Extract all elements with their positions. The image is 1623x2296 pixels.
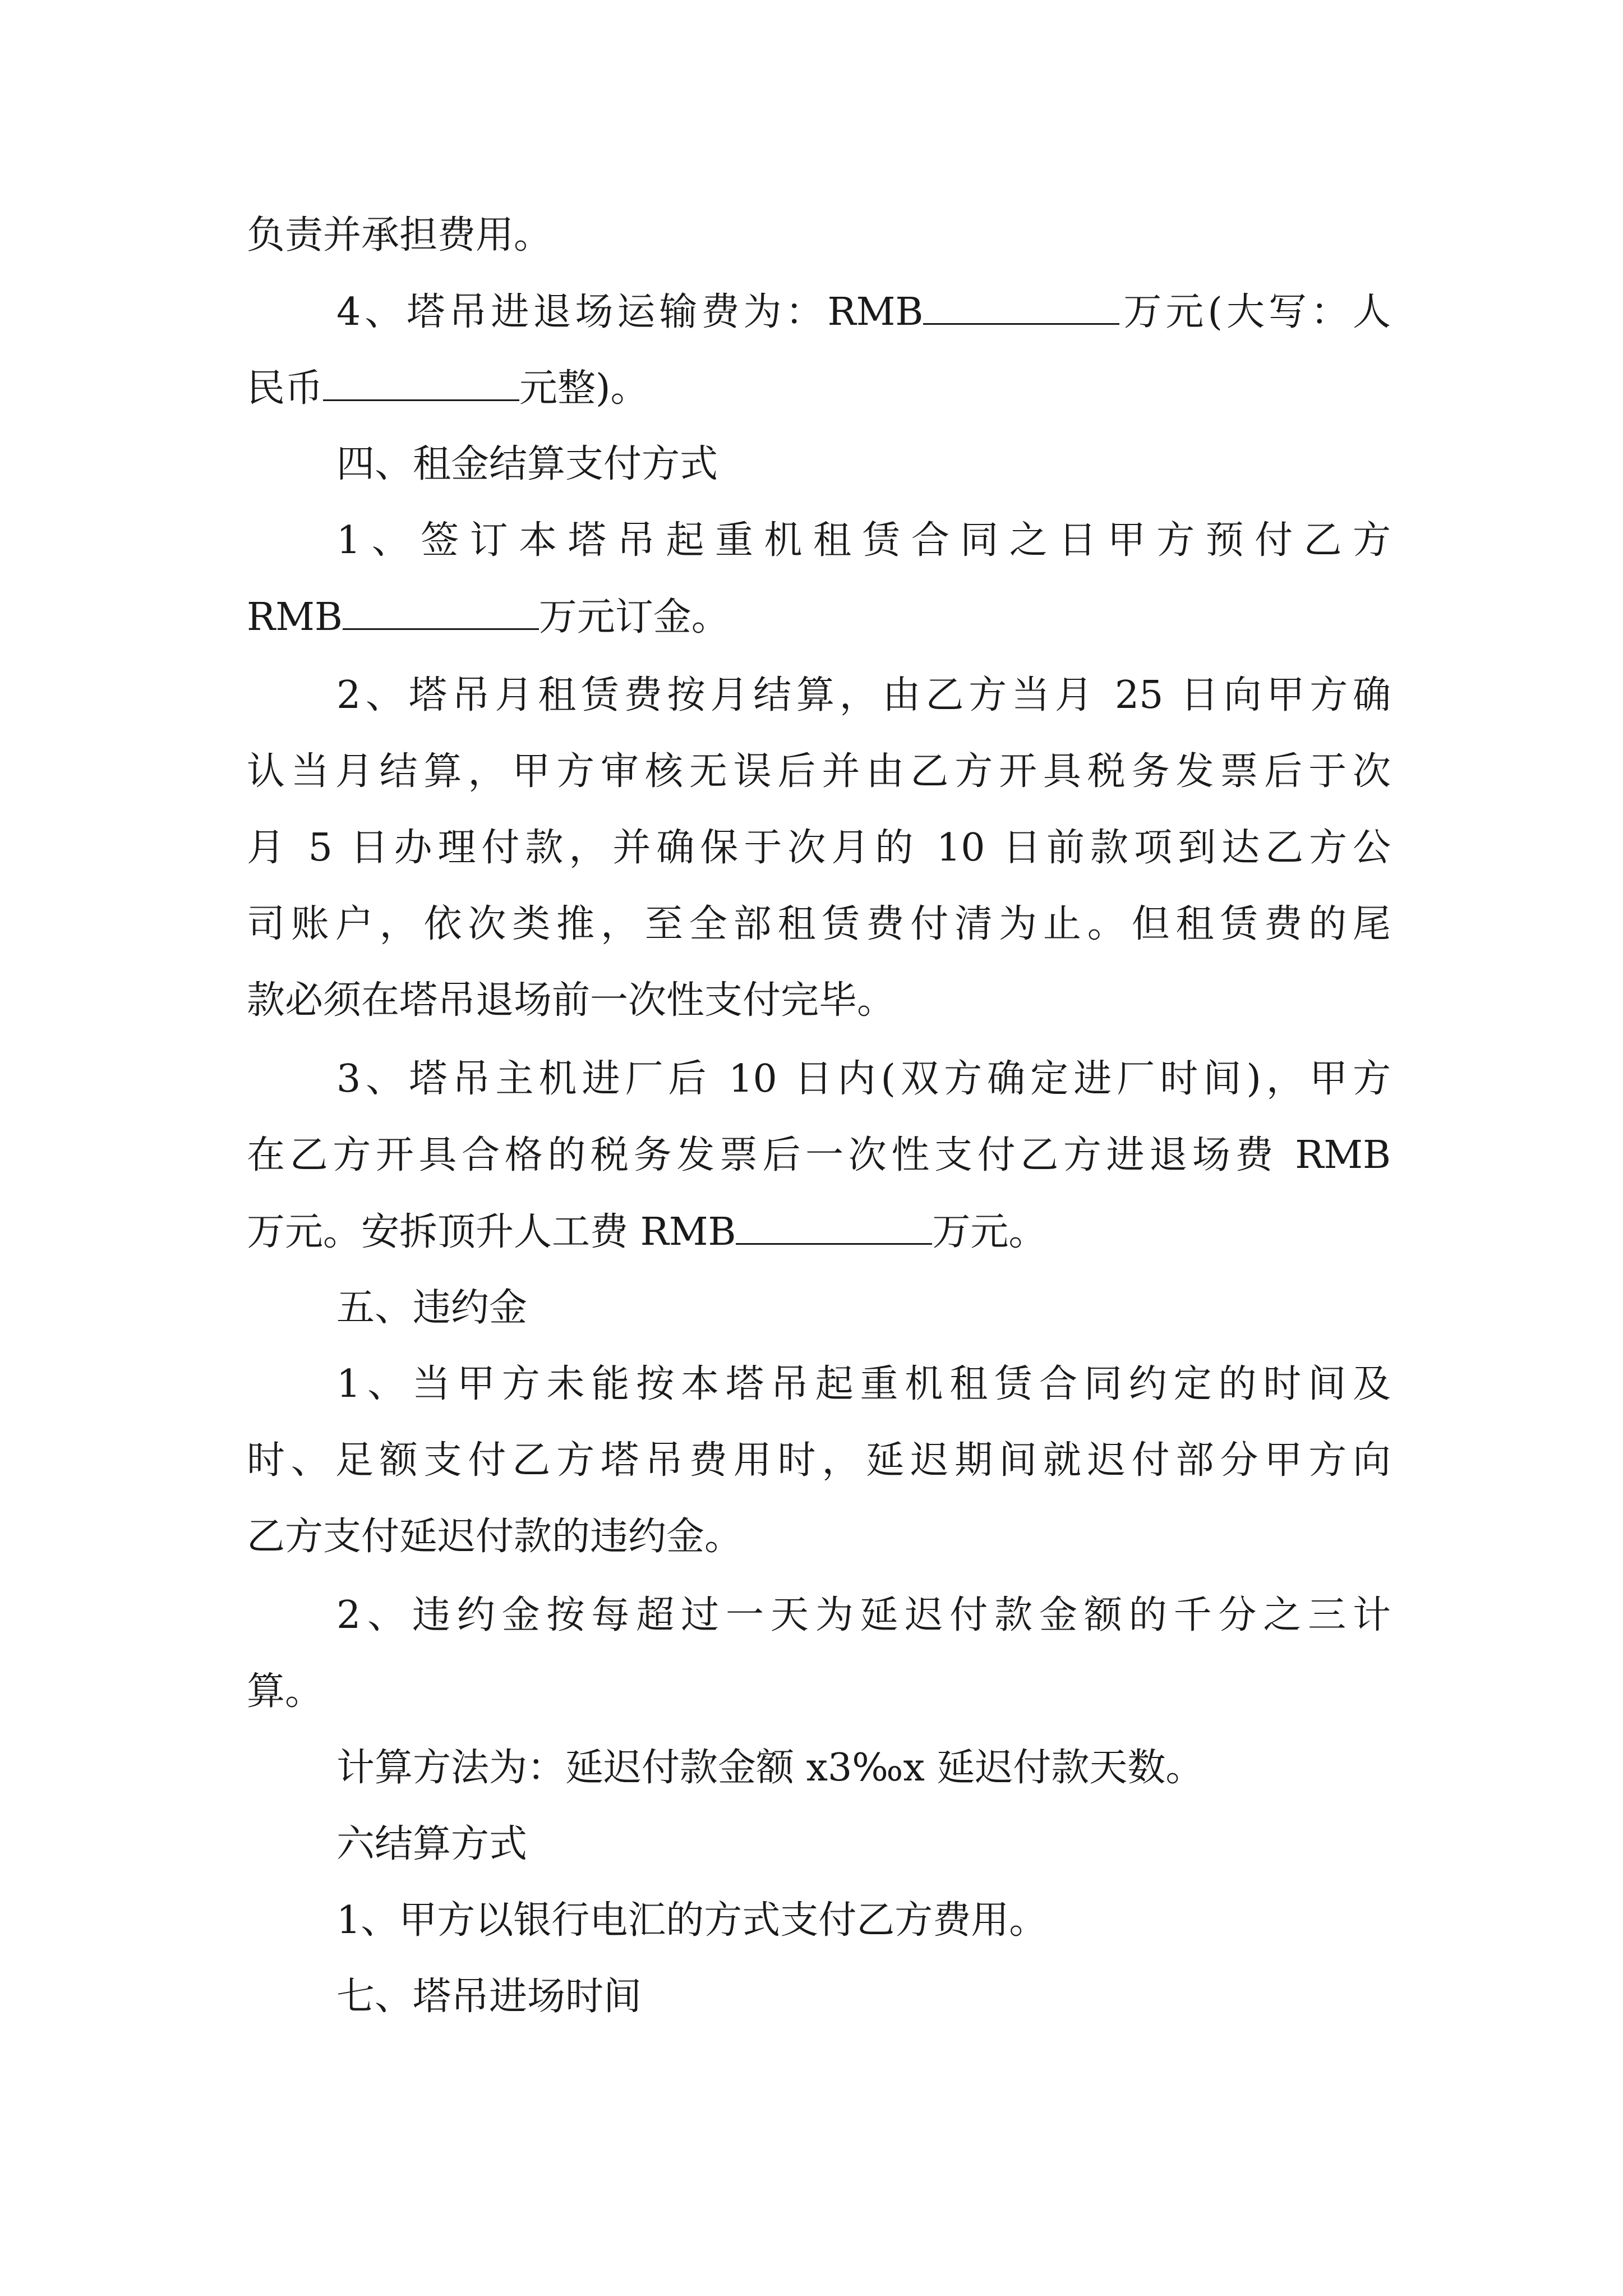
text-line: 乙方支付延迟付款的违约金。 (247, 1515, 743, 1559)
text-line: 司账户，依次类推，至全部租赁费付清为止。但租赁费的尾 (247, 902, 1391, 946)
fill-blank (323, 366, 519, 401)
section-heading: 四、租金结算支付方式 (336, 442, 718, 486)
text-line: 4、塔吊进退场运输费为：RMB 万元(大写：人 (336, 290, 1391, 334)
section-heading: 五、违约金 (336, 1286, 528, 1330)
fill-blank (736, 1209, 932, 1245)
text-line: 月 5 日办理付款，并确保于次月的 10 日前款项到达乙方公 (247, 826, 1391, 870)
text-line: 1、签订本塔吊起重机租赁合同之日甲方预付乙方 (336, 518, 1391, 563)
fill-blank (923, 289, 1119, 325)
text-line: 负责并承担费用。 (247, 213, 552, 257)
text-line: 3、塔吊主机进厂后 10 日内(双方确定进厂时间)，甲方 (336, 1057, 1391, 1101)
text-line: 计算方法为：延迟付款金额 x3‰x 延迟付款天数。 (336, 1746, 1204, 1790)
section-heading: 六结算方式 (336, 1822, 528, 1866)
text-line: 认当月结算，甲方审核无误后并由乙方开具税务发票后于次 (247, 749, 1391, 794)
text-line: 1、甲方以银行电汇的方式支付乙方费用。 (336, 1898, 1048, 1943)
text-line: 万元。安拆顶升人工费 RMB 万元。 (247, 1210, 1047, 1254)
fill-blank (343, 595, 539, 630)
text-line: 2、违约金按每超过一天为延迟付款金额的千分之三计 (336, 1593, 1391, 1637)
text-line: 算。 (247, 1669, 324, 1714)
text-line: 1、当甲方未能按本塔吊起重机租赁合同约定的时间及 (336, 1362, 1391, 1406)
text-line: 款必须在塔吊退场前一次性支付完毕。 (247, 978, 896, 1023)
text-line: 时、足额支付乙方塔吊费用时，延迟期间就迟付部分甲方向 (247, 1438, 1391, 1483)
text-line: RMB 万元订金。 (247, 595, 730, 639)
text-line: 在乙方开具合格的税务发票后一次性支付乙方进退场费 RMB (247, 1133, 1391, 1177)
text-line: 民币 元整)。 (247, 366, 649, 411)
text-line: 2、塔吊月租赁费按月结算，由乙方当月 25 日向甲方确 (336, 673, 1391, 717)
section-heading: 七、塔吊进场时间 (336, 1975, 642, 2019)
